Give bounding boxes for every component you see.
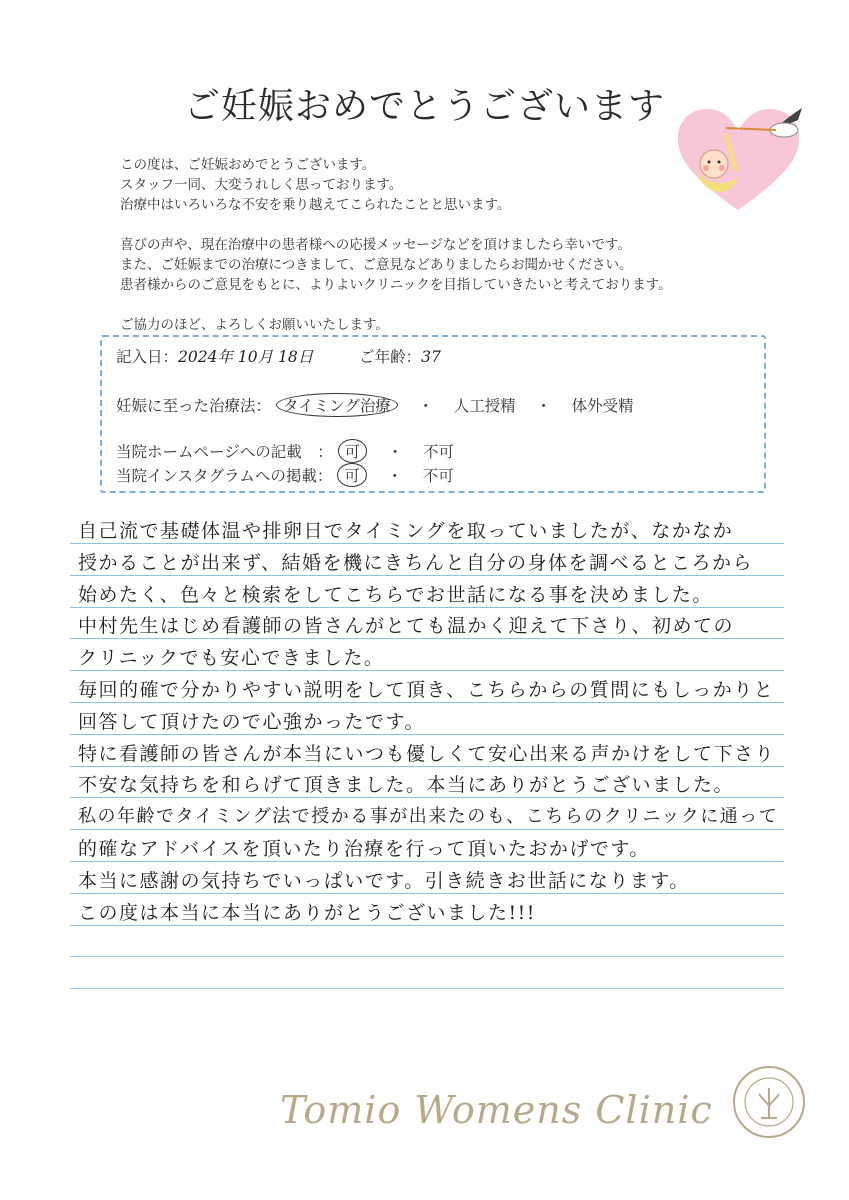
ruled-line [70, 893, 784, 894]
ruled-line [70, 670, 784, 671]
message-line: 特に看護師の皆さんが本当にいつも優しくて安心出来る声かけをして下さり [78, 742, 776, 765]
ruled-line [70, 575, 784, 576]
ruled-line [70, 925, 784, 926]
message-line: この度は本当に本当にありがとうございました!!! [78, 901, 536, 924]
message-line: 的確なアドバイスを頂いたり治療を行って頂いたおかげです。 [78, 838, 650, 860]
clinic-name-logo: Tomio Womens Clinic [280, 1088, 713, 1132]
instagram-label: 当院インスタグラムへの掲載： [116, 467, 333, 485]
intro-line: また、ご妊娠までの治療につきまして、ご意見などありましたらお聞かせください。 [120, 257, 633, 273]
message-line: 自己流で基礎体温や排卵日でタイミングを取っていましたが、なかなか [78, 520, 734, 542]
ruled-line [70, 734, 784, 735]
ruled-line [70, 702, 784, 703]
homepage-consent-row [116, 439, 454, 463]
ruled-line [70, 543, 784, 544]
instagram-ok-option[interactable]: 可 [337, 463, 367, 487]
treatment-label: 妊娠に至った治療法： [116, 397, 272, 415]
treatment-option-timing[interactable]: タイミング治療 [276, 393, 398, 417]
intro-line: ご協力のほど、よろしくお願いいたします。 [120, 317, 389, 333]
intro-line: 患者様からのご意見をもとに、よりよいクリニックを目指していきたいと考えております。 [120, 277, 672, 293]
separator: ・ [535, 397, 552, 415]
treatment-option-ivf[interactable]: 体外受精 [571, 397, 634, 415]
ruled-line [70, 956, 784, 957]
date-value: 2024年 10月 18日 [178, 348, 314, 366]
ruled-line [70, 766, 784, 767]
homepage-ok-option[interactable]: 可 [338, 439, 368, 463]
ruled-line [70, 829, 784, 830]
separator: ・ [418, 397, 434, 415]
intro-text [120, 155, 672, 335]
age-label: ご年齢： [359, 348, 422, 366]
survey-form-box [100, 335, 766, 493]
intro-line: この度は、ご妊娠おめでとうございます。 [120, 157, 376, 173]
homepage-label: 当院ホームページへの記載 ： [116, 443, 333, 461]
intro-line: 治療中はいろいろな不安を乗り越えてこられたことと思います。 [120, 197, 511, 213]
ruled-line [70, 861, 784, 862]
message-line: 授かることが出来ず、結婚を機にきちんと自分の身体を調べるところから [78, 551, 753, 574]
treatment-row [116, 393, 634, 417]
ruled-line [70, 797, 784, 798]
date-age-row [116, 345, 441, 367]
message-line: 始めたく、色々と検索をしてこちらでお世話になる事を決めました。 [78, 583, 713, 606]
treatment-option-iui[interactable]: 人工授精 [453, 397, 516, 415]
homepage-ng-option[interactable]: 不可 [423, 443, 455, 461]
intro-line: 喜びの声や、現在治療中の患者様への応援メッセージなどを頂けましたら幸いです。 [120, 237, 631, 253]
message-line: クリニックでも安心できました。 [78, 647, 385, 670]
page-title: ご妊娠おめでとうございます [183, 86, 665, 127]
message-line: 回答して頂けたので心強かったです。 [78, 710, 425, 733]
message-line: 毎回的確で分かりやすい説明をして頂き、こちらからの質問にもしっかりと [78, 679, 775, 701]
ruled-line [70, 607, 784, 608]
clinic-seal-logo [731, 1064, 807, 1140]
separator: ・ [387, 443, 403, 461]
date-label: 記入日： [116, 348, 179, 366]
message-line: 本当に感謝の気持ちでいっぱいです。引き続きお世話になります。 [78, 869, 690, 892]
instagram-ng-option[interactable]: 不可 [422, 467, 454, 485]
ruled-line [70, 988, 784, 989]
message-line: 私の年齢でタイミング法で授かる事が出来たのも、こちらのクリニックに通って [78, 806, 779, 828]
separator: ・ [387, 467, 403, 485]
stork-baby-heart-illustration [676, 100, 806, 215]
instagram-consent-row [116, 463, 454, 487]
ruled-line [70, 638, 784, 639]
message-line: 不安な気持ちを和らげて頂きました。本当にありがとうございました。 [78, 774, 735, 797]
message-line: 中村先生はじめ看護師の皆さんがとても温かく迎えて下さり、初めての [78, 615, 735, 638]
intro-line: スタッフ一同、大変うれしく思っております。 [120, 177, 403, 193]
age-value: 37 [421, 348, 441, 366]
